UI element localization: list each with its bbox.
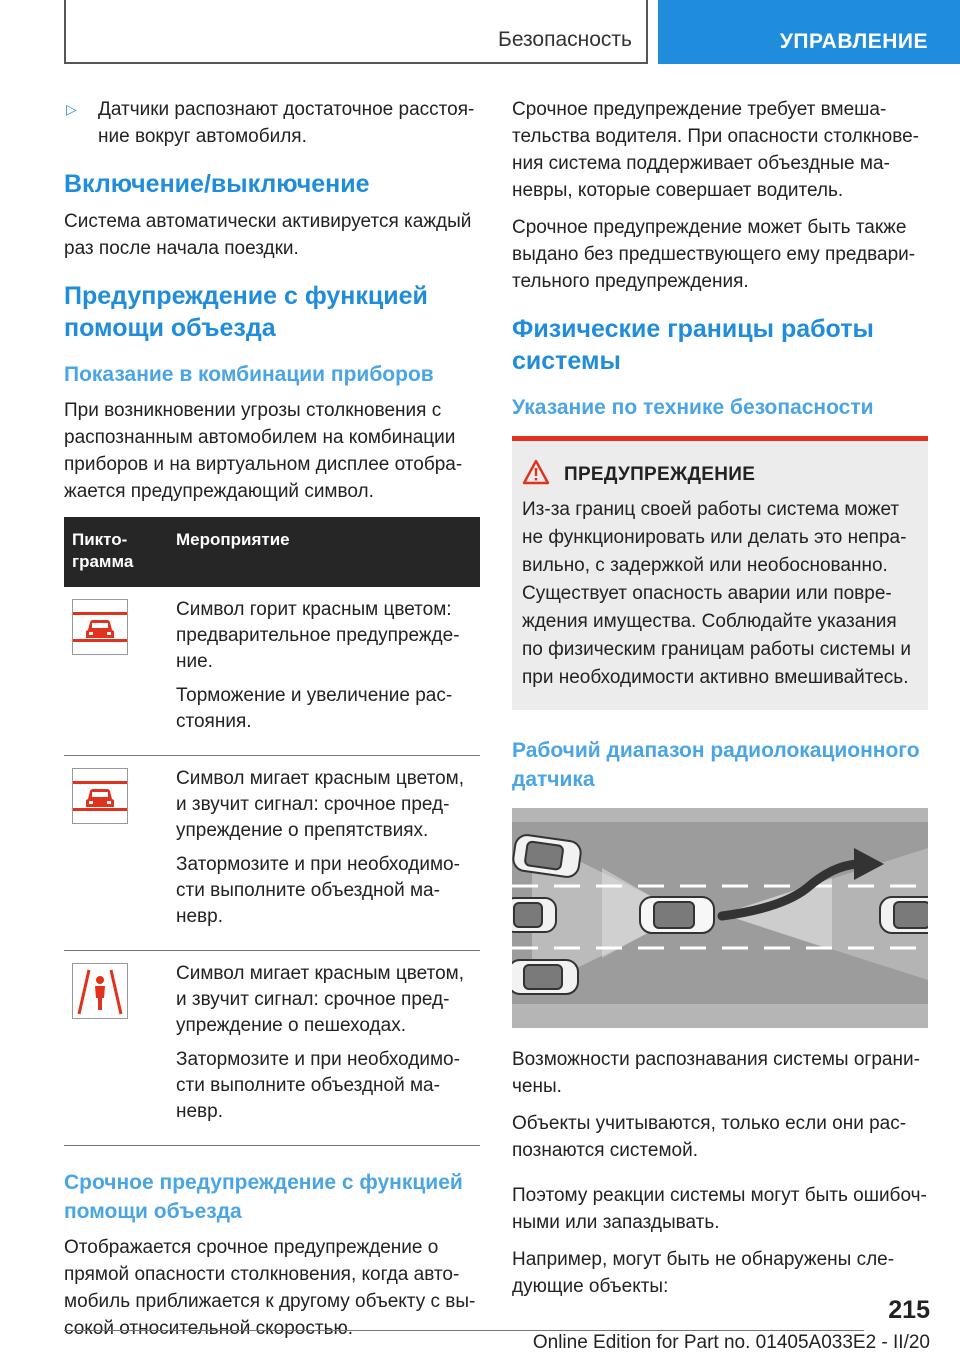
footer-divider	[64, 1330, 864, 1331]
car-warning-steady-icon	[72, 599, 128, 655]
warning-title: ПРЕДУПРЕЖДЕНИЕ	[564, 463, 756, 485]
column-header-action: Мероприятие	[168, 517, 480, 587]
heading-urgent-warning: Срочное предупреждение с функцией помощи объезда	[64, 1171, 463, 1223]
table-row	[64, 756, 480, 951]
edition-note: Online Edition for Part no. 01405A033E2 - II/20	[532, 1332, 930, 1353]
triangle-bullet-icon: ▷	[66, 101, 77, 117]
warning-triangle-icon	[522, 459, 550, 490]
car-ahead-right	[880, 897, 928, 933]
paragraph-no-prewarning: Срочное предупреждение может быть также выдано без предшествующего ему предварительного предупреждения.	[512, 217, 916, 292]
paragraph-on-off: Система автоматически активируется каждый раз после начала поездки.	[64, 211, 472, 259]
car-bottom-left	[512, 960, 578, 994]
paragraph-limited-detection: Возможности распознавания системы ограничены.	[512, 1049, 920, 1097]
heading-system-limits: Физические границы работы системы	[512, 315, 874, 375]
page-number: 215	[888, 1296, 930, 1324]
row-text-secondary: Торможение и увеличение расстояния.	[176, 685, 453, 732]
heading-safety-note: Указание по технике безопасности	[512, 396, 874, 419]
row-text-primary: Символ мигает красным цветом, и звучит сигнал: срочное предупреждение о препятствиях.	[176, 768, 464, 841]
paragraph-examples: Например, могут быть не обнаружены следующие объекты:	[512, 1249, 895, 1297]
header-section-box	[64, 0, 648, 64]
row-text-primary: Символ горит красным цветом: предварительное предупреждение.	[176, 599, 460, 672]
heading-on-off: Включение/выключение	[64, 170, 370, 198]
car-warning-flashing-icon	[72, 768, 128, 824]
table-row	[64, 951, 480, 1146]
table-header-row	[64, 517, 480, 587]
paragraph-driver-intervention: Срочное предупреждение требует вмешательства водителя. При опасности столкновения система поддерживает объездные маневры, которые совершает водитель.	[512, 99, 919, 201]
heading-evasion-warning: Предупреждение с функцией помощи объезда	[64, 282, 428, 342]
column-header-pictogram: Пиктограмма	[64, 517, 168, 587]
car-mid-left	[512, 898, 556, 932]
heading-radar-range: Рабочий диапазон радиолокационного датчика	[512, 739, 920, 791]
paragraph-objects-considered: Объекты учитываются, только если они распознаются системой.	[512, 1113, 907, 1161]
radar-range-illustration	[512, 808, 928, 1028]
warning-header	[522, 459, 918, 490]
row-text-secondary: Затормозите и при необходимости выполните объездной маневр.	[176, 854, 460, 927]
paragraph-urgent-warning: Отображается срочное предупреждение о прямой опасности столкновения, когда автомобиль приближается к другому объекту с высокой относительной скоростью.	[64, 1237, 476, 1339]
pictogram-table	[64, 517, 480, 1146]
paragraph-reactions: Поэтому реакции системы могут быть ошибочными или запаздывать.	[512, 1185, 927, 1233]
car-own	[640, 897, 714, 933]
paragraph-cluster-display: При возникновении угрозы столкновения с распознанным автомобилем на комбинации приборов и на виртуальном дисплее отображается предупреждающий символ.	[64, 400, 463, 502]
left-column	[64, 96, 480, 1352]
warning-text: Из-за границ своей работы система может не функционировать или делать это неправильно, с задержкой или необоснованно. Существует опасность аварии или повреждения имущества. Соблюдайте указания по физическим границам работы системы и при необходимости активно вмешивайтесь.	[522, 499, 911, 688]
section-title: Безопасность	[498, 28, 632, 51]
warning-box	[512, 436, 928, 710]
row-text-primary: Символ мигает красным цветом, и звучит сигнал: срочное предупреждение о пешеходах.	[176, 963, 464, 1036]
pedestrian-warning-icon	[72, 963, 128, 1019]
row-text-secondary: Затормозите и при необходимости выполните объездной маневр.	[176, 1049, 460, 1122]
heading-cluster-display: Показание в комбинации приборов	[64, 363, 434, 386]
bullet-item	[64, 96, 480, 150]
right-column	[512, 96, 928, 1310]
bullet-text: Датчики распознают достаточное расстояние вокруг автомобиля.	[98, 99, 475, 147]
header-chapter-tab	[658, 0, 960, 64]
table-row	[64, 587, 480, 756]
chapter-title: УПРАВЛЕНИЕ	[779, 30, 928, 53]
